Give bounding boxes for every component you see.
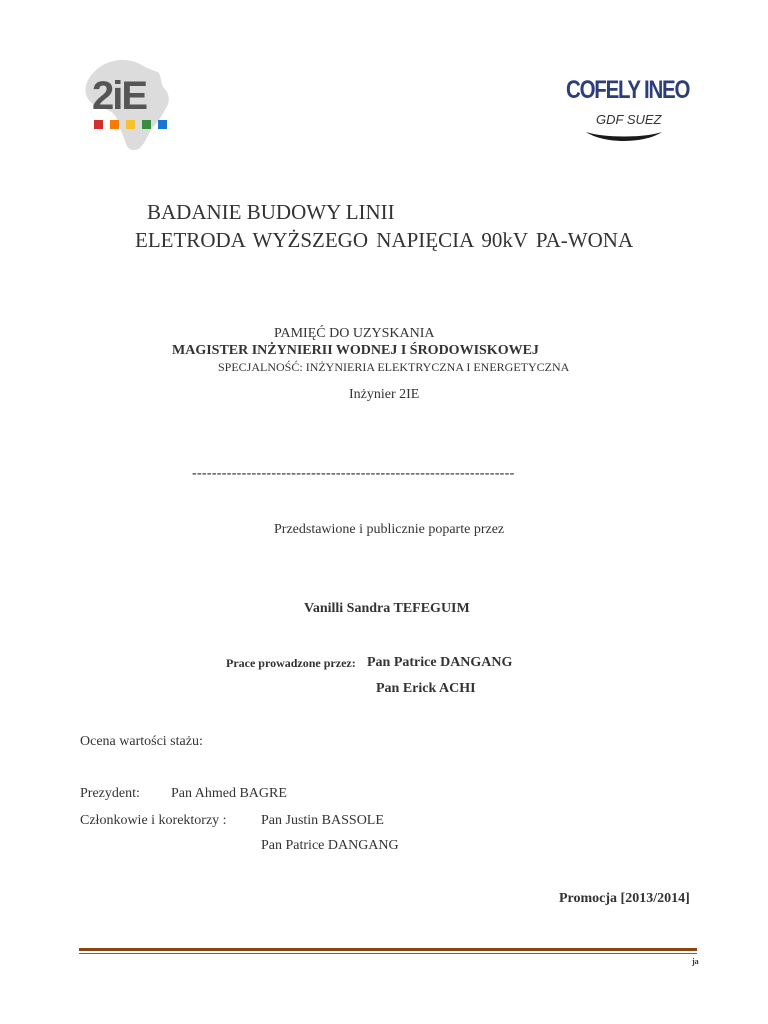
supervisor-1: Pan Patrice DANGANG <box>367 655 513 670</box>
yellow-square-icon <box>126 120 135 129</box>
president-label: Prezydent: <box>80 786 140 801</box>
logo-cofely-title: COFELY INEO <box>566 76 690 104</box>
supervision-label: Prace prowadzone przez: <box>226 656 356 670</box>
presented-by: Przedstawione i publicznie poparte przez <box>274 522 505 537</box>
logo-2ie <box>80 58 172 154</box>
logo-2ie-text: 2iE <box>92 74 147 118</box>
member-2: Pan Patrice DANGANG <box>261 838 399 853</box>
logo-cofely-subtitle: GDF SUEZ <box>596 112 662 127</box>
logo-cofely-ineo <box>562 74 690 154</box>
promotion: Promocja [2013/2014] <box>559 891 690 906</box>
thesis-title-line1: BADANIE BUDOWY LINII <box>147 200 395 224</box>
red-square-icon <box>94 120 103 129</box>
page-mark: ja <box>692 957 699 966</box>
footer-rule-thin <box>79 953 697 954</box>
memoir-specialty: SPECJALNOŚĆ: INŻYNIERIA ELEKTRYCZNA I ENERGETYCZNA <box>218 360 570 374</box>
green-square-icon <box>142 120 151 129</box>
supervisor-2: Pan Erick ACHI <box>376 681 476 696</box>
logo-color-squares <box>94 120 167 129</box>
swoosh-icon <box>584 126 664 148</box>
president-name: Pan Ahmed BAGRE <box>171 786 287 801</box>
memoir-engineer: Inżynier 2IE <box>349 387 420 402</box>
blue-square-icon <box>158 120 167 129</box>
footer-rule-thick <box>79 948 697 951</box>
author-name: Vanilli Sandra TEFEGUIM <box>304 601 470 616</box>
members-label: Członkowie i korektorzy : <box>80 813 227 828</box>
memoir-line1: PAMIĘĆ DO UZYSKANIA <box>274 326 435 341</box>
orange-square-icon <box>110 120 119 129</box>
evaluation-label: Ocena wartości stażu: <box>80 734 203 749</box>
memoir-degree: MAGISTER INŻYNIERII WODNEJ I ŚRODOWISKOWEJ <box>172 343 539 358</box>
dashed-separator: ----------------------------------------------------------------- <box>192 466 515 481</box>
thesis-title-line2: ELETRODA WYŻSZEGO NAPIĘCIA 90kV PA-WONA <box>135 228 634 252</box>
member-1: Pan Justin BASSOLE <box>261 813 384 828</box>
